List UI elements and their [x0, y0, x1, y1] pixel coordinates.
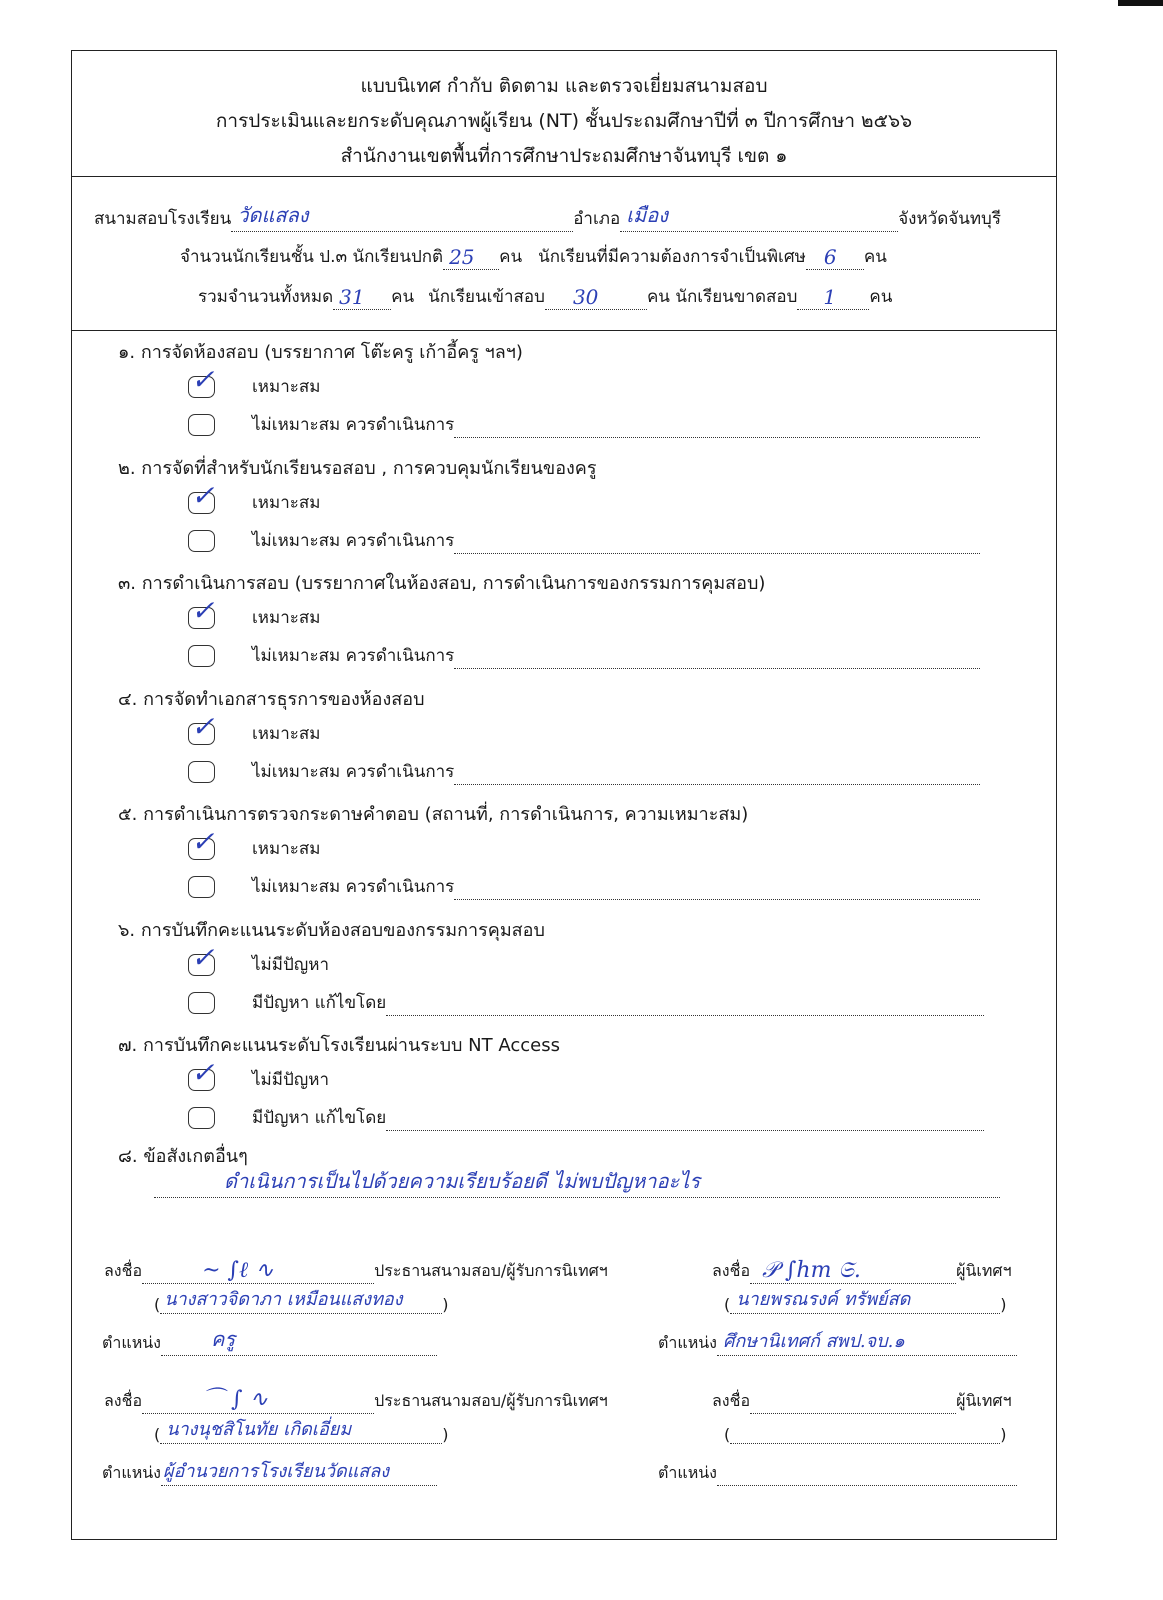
- section-1-remedy-field[interactable]: [454, 419, 980, 438]
- section-5-opt1-checkbox[interactable]: [188, 825, 215, 860]
- check-mark-icon: ✓: [191, 594, 215, 627]
- total-row: [198, 283, 892, 310]
- district-value: เมือง: [626, 203, 668, 227]
- unit-label: คน: [499, 247, 523, 267]
- left-position-1-field[interactable]: [161, 1327, 437, 1356]
- total-count-value: 31: [339, 285, 365, 309]
- right-name-1: นายพรณรงค์ ทรัพย์สด: [736, 1289, 911, 1310]
- total-label: รวมจำนวนทั้งหมด: [198, 287, 334, 307]
- sign-label: ลงชื่อ: [104, 1261, 143, 1280]
- section-2-opt1-checkbox[interactable]: [188, 478, 215, 514]
- sign-label: ลงชื่อ: [104, 1391, 143, 1410]
- left-sign-2: [104, 1389, 608, 1414]
- unit-label: คน: [869, 287, 893, 307]
- left-position-1-row: [102, 1327, 437, 1356]
- left-sign-1: [104, 1259, 608, 1284]
- section-3-title: ๓. การดำเนินการสอบ (บรรยากาศในห้องสอบ, การดำเนินการของกรรมการคุมสอบ): [118, 573, 766, 594]
- section-6-opt2-checkbox[interactable]: [188, 992, 215, 1014]
- sign-label: ลงชื่อ: [712, 1261, 751, 1280]
- left-position-2-field[interactable]: [161, 1461, 437, 1486]
- section-2-title: ๒. การจัดที่สำหรับนักเรียนรอสอบ , การควบคุมนักเรียนของครู: [118, 457, 597, 479]
- check-mark-icon: ✓: [191, 709, 215, 743]
- section-1-opt2-row: [252, 411, 980, 438]
- section-5-title: ๕. การดำเนินการตรวจกระดาษคำตอบ (สถานที่, การดำเนินการ, ความเหมาะสม): [118, 804, 749, 825]
- position-label: ตำแหน่ง: [658, 1463, 717, 1482]
- section-1-opt1-row: [252, 373, 320, 400]
- right-name-1-row: ( นายพรณรงค์ ทรัพย์สด ): [724, 1295, 1007, 1314]
- left-signature-2-field[interactable]: [142, 1387, 374, 1414]
- left-signature-1-mark: ~ ∫ℓ ∿: [202, 1258, 274, 1283]
- section-2-opt1-row: [252, 489, 320, 516]
- section-4-opt1-checkbox[interactable]: [188, 709, 215, 745]
- right-name-2-field[interactable]: [730, 1425, 1000, 1444]
- header-office: สำนักงานเขตพื้นที่การศึกษาประถมศึกษาจันทบุรี เขต ๑: [340, 145, 788, 167]
- attend-count-field[interactable]: [545, 285, 647, 310]
- check-mark-icon: ✓: [191, 363, 215, 396]
- total-count-field[interactable]: [333, 285, 391, 310]
- section-2-opt2-row: [252, 527, 980, 554]
- section-2-opt2-checkbox[interactable]: [188, 530, 215, 552]
- section-1-opt2-label: ไม่เหมาะสม ควรดำเนินการ: [252, 415, 455, 435]
- absent-count-value: 1: [823, 285, 837, 309]
- section-3-opt1-label: เหมาะสม: [252, 608, 321, 628]
- section-3-opt2-checkbox[interactable]: [188, 645, 215, 667]
- supervisor-role: ผู้นิเทศฯ: [956, 1391, 1012, 1410]
- right-position-1-row: [658, 1331, 1017, 1356]
- section-4-opt1-row: [252, 720, 320, 747]
- absent-count-field[interactable]: [797, 285, 869, 310]
- section-5-opt2-row: [252, 873, 980, 900]
- school-field[interactable]: [231, 203, 573, 232]
- section-3-opt1-row: [252, 604, 320, 631]
- unit-label: คน: [391, 287, 415, 307]
- section-5-opt1-row: [252, 835, 320, 862]
- right-sign-1: [712, 1259, 1012, 1284]
- special-count-field[interactable]: [806, 245, 864, 270]
- check-mark-icon: ✓: [191, 478, 215, 512]
- chair-role: ประธานสนามสอบ/ผู้รับการนิเทศฯ: [374, 1261, 608, 1280]
- section-1-title: ๑. การจัดห้องสอบ (บรรยากาศ โต๊ะครู เก้าอี้ครู ฯลฯ): [118, 342, 523, 363]
- left-position-2: ผู้อำนวยการโรงเรียนวัดแสลง: [162, 1461, 390, 1482]
- header-subtitle: การประเมินและยกระดับคุณภาพผู้เรียน (NT) ชั้นประถมศึกษาปีที่ ๓ ปีการศึกษา ๒๕๖๖: [215, 110, 913, 132]
- chair-role: ประธานสนามสอบ/ผู้รับการนิเทศฯ: [374, 1391, 608, 1410]
- section-4-opt2-checkbox[interactable]: [188, 761, 215, 783]
- district-field[interactable]: [620, 203, 898, 232]
- district-label: อำเภอ: [573, 209, 621, 229]
- section-3-remedy-field[interactable]: [454, 650, 980, 669]
- position-label: ตำแหน่ง: [102, 1333, 161, 1352]
- left-position-2-row: [102, 1461, 437, 1486]
- section-4-opt1-label: เหมาะสม: [252, 723, 321, 744]
- section-7-opt1-label: ไม่มีปัญหา: [252, 1070, 329, 1090]
- section-7-opt2-row: [252, 1104, 984, 1131]
- form-header: [72, 51, 1056, 177]
- section-5-remedy-field[interactable]: [454, 881, 980, 900]
- right-sign-2: [712, 1389, 1012, 1414]
- check-mark-icon: ✓: [191, 1056, 215, 1089]
- sign-label: ลงชื่อ: [712, 1391, 751, 1410]
- absent-label: คน นักเรียนขาดสอบ: [646, 287, 798, 307]
- position-label: ตำแหน่ง: [102, 1463, 161, 1482]
- normal-count-field[interactable]: [443, 245, 499, 270]
- section-3-opt1-checkbox[interactable]: [188, 594, 215, 629]
- section-4-remedy-field[interactable]: [454, 766, 980, 785]
- header-title: แบบนิเทศ กำกับ ติดตาม และตรวจเยี่ยมสนามสอบ: [360, 75, 768, 97]
- special-count-value: 6: [823, 245, 837, 269]
- section-7-opt2-label: มีปัญหา แก้ไขโดย: [252, 1108, 387, 1128]
- left-name-2: นางนุชสิโนทัย เกิดเอี่ยม: [166, 1419, 352, 1440]
- right-signature-1-mark: 𝒫 ∫hm 𝔖.: [762, 1258, 861, 1283]
- section-2-remedy-field[interactable]: [454, 535, 980, 554]
- right-name-2-row: ( ): [724, 1425, 1007, 1444]
- left-signature-2-mark: ⌒ ∫ ∿: [202, 1387, 268, 1412]
- section-7-title: ๗. การบันทึกคะแนนระดับโรงเรียนผ่านระบบ NT Access: [118, 1035, 560, 1056]
- right-signature-2-field[interactable]: [750, 1395, 956, 1414]
- section-8-title: ๘. ข้อสังเกตอื่นๆ: [118, 1146, 248, 1167]
- section-1-opt1-label: เหมาะสม: [252, 377, 321, 397]
- right-name-1-field[interactable]: [730, 1289, 1000, 1314]
- special-label: นักเรียนที่มีความต้องการจำเป็นพิเศษ: [538, 247, 806, 267]
- section-4-opt2-row: [252, 758, 980, 785]
- left-name-1-field[interactable]: [160, 1289, 442, 1314]
- scan-edge-mark: [1118, 0, 1163, 6]
- section-6-remedy-field[interactable]: [386, 997, 984, 1016]
- section-4-title: ๔. การจัดทำเอกสารธุรการของห้องสอบ: [118, 688, 425, 710]
- left-signature-1-field[interactable]: [142, 1258, 374, 1284]
- section-4-opt2-label: ไม่เหมาะสม ควรดำเนินการ: [252, 761, 455, 782]
- attend-count-value: 30: [572, 285, 599, 309]
- left-name-2-field[interactable]: [160, 1419, 442, 1444]
- right-position-2-row: [658, 1461, 1017, 1486]
- exam-site-info: [72, 177, 1056, 331]
- section-6-opt1-checkbox[interactable]: [188, 940, 215, 976]
- section-8-note: ดำเนินการเป็นไปด้วยความเรียบร้อยดี ไม่พบปัญหาอะไร: [224, 1169, 701, 1193]
- section-7-opt1-row: [252, 1066, 329, 1093]
- section-6-opt1-row: [252, 951, 329, 978]
- section-7-opt2-checkbox[interactable]: [188, 1107, 215, 1129]
- left-name-1: นางสาวจิดาภา เหมือนแสงทอง: [164, 1289, 403, 1310]
- section-3-opt2-row: [252, 642, 980, 669]
- count-label: จำนวนนักเรียนชั้น ป.๓ นักเรียนปกติ: [180, 247, 444, 267]
- section-8-note-field[interactable]: [154, 1169, 1000, 1198]
- section-1-opt1-checkbox[interactable]: [188, 363, 215, 398]
- right-signature-1-field[interactable]: [750, 1258, 956, 1284]
- left-position-1: ครู: [210, 1327, 236, 1351]
- section-6-opt1-label: ไม่มีปัญหา: [252, 954, 329, 975]
- section-3-opt2-label: ไม่เหมาะสม ควรดำเนินการ: [252, 646, 455, 666]
- count-row: [180, 243, 887, 270]
- school-value: วัดแสลง: [237, 203, 309, 227]
- form-frame: [71, 50, 1057, 1540]
- section-5-opt1-label: เหมาะสม: [252, 839, 321, 859]
- check-mark-icon: ✓: [191, 825, 215, 858]
- right-position-1: ศึกษานิเทศก์ สพป.จบ.๑: [722, 1331, 905, 1352]
- section-6-title: ๖. การบันทึกคะแนนระดับห้องสอบของกรรมการคุมสอบ: [118, 919, 545, 941]
- section-6-opt2-label: มีปัญหา แก้ไขโดย: [252, 992, 387, 1013]
- section-5-opt2-label: ไม่เหมาะสม ควรดำเนินการ: [252, 877, 455, 897]
- normal-count-value: 25: [449, 245, 475, 269]
- right-position-2-field[interactable]: [717, 1467, 1017, 1486]
- supervisor-role: ผู้นิเทศฯ: [956, 1261, 1012, 1280]
- school-row: [94, 205, 1001, 232]
- right-position-1-field[interactable]: [717, 1331, 1017, 1356]
- position-label: ตำแหน่ง: [658, 1333, 717, 1352]
- section-2-opt2-label: ไม่เหมาะสม ควรดำเนินการ: [252, 530, 455, 551]
- province-label: จังหวัดจันทบุรี: [898, 209, 1001, 229]
- left-name-2-row: ( นางนุชสิโนทัย เกิดเอี่ยม ): [154, 1425, 449, 1444]
- check-mark-icon: ✓: [191, 940, 215, 974]
- section-7-opt1-checkbox[interactable]: [188, 1056, 215, 1091]
- attend-label: นักเรียนเข้าสอบ: [428, 287, 545, 307]
- section-6-opt2-row: [252, 989, 984, 1016]
- section-5-opt2-checkbox[interactable]: [188, 876, 215, 898]
- unit-label: คน: [863, 247, 887, 267]
- school-label: สนามสอบโรงเรียน: [94, 209, 232, 229]
- section-7-remedy-field[interactable]: [386, 1112, 984, 1131]
- section-2-opt1-label: เหมาะสม: [252, 492, 321, 513]
- left-name-1-row: ( นางสาวจิดาภา เหมือนแสงทอง ): [154, 1295, 449, 1314]
- section-1-opt2-checkbox[interactable]: [188, 414, 215, 436]
